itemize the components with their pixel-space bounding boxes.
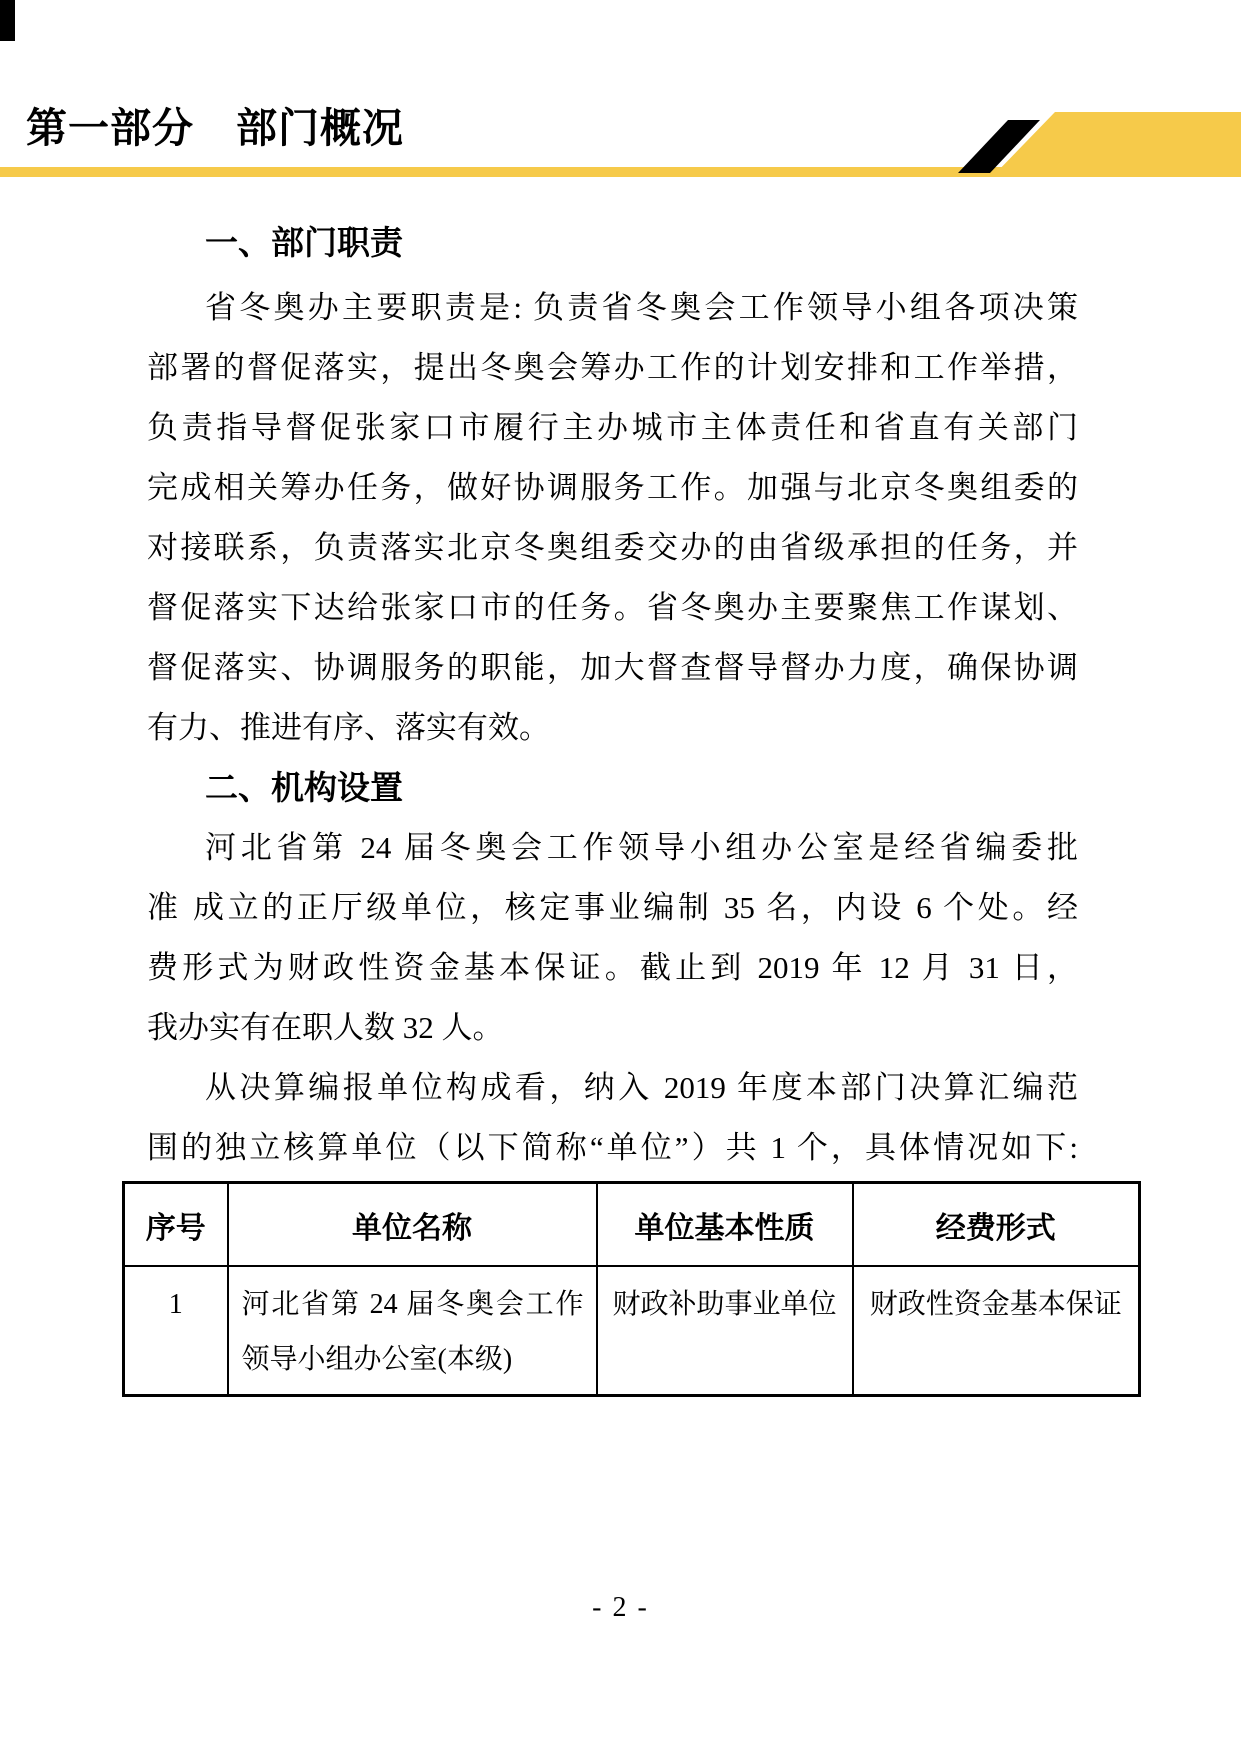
header-decor-graphic <box>940 103 1241 177</box>
units-table <box>122 1181 1141 1397</box>
body-line: 围的独立核算单位（以下简称“单位”）共 1 个，具体情况如下: <box>147 1130 1078 1165</box>
page-title: 第一部分 部门概况 <box>26 105 404 151</box>
table-header-row <box>124 1183 1140 1267</box>
body-line: 负责指导督促张家口市履行主办城市主体责任和省直有关部门 <box>147 410 1078 445</box>
section1-heading: 一、部门职责 <box>205 224 403 261</box>
body-line: 督促落实下达给张家口市的任务。省冬奥办主要聚焦工作谋划、 <box>147 590 1078 625</box>
cell-funding-type: 财政性资金基本保证 <box>853 1266 1140 1396</box>
body-line: 有力、推进有序、落实有效。 <box>147 710 550 745</box>
page-number: - 2 - <box>592 1592 649 1623</box>
body-line: 费形式为财政性资金基本保证。截止到 2019 年 12 月 31 日， <box>147 950 1078 985</box>
body-line: 部署的督促落实，提出冬奥会筹办工作的计划安排和工作举措， <box>147 350 1078 385</box>
body-line: 从决算编报单位构成看，纳入 2019 年度本部门决算汇编范 <box>205 1070 1078 1105</box>
body-content <box>147 213 1078 1178</box>
col-header-nature: 单位基本性质 <box>597 1183 853 1267</box>
body-line: 河北省第 24 届冬奥会工作领导小组办公室是经省编委批 <box>205 830 1078 865</box>
section2-heading: 二、机构设置 <box>205 769 403 806</box>
col-header-name: 单位名称 <box>228 1183 597 1267</box>
body-line: 准 成立的正厅级单位，核定事业编制 35 名，内设 6 个处。经 <box>147 890 1078 925</box>
body-line: 对接联系，负责落实北京冬奥组委交办的由省级承担的任务，并 <box>147 530 1078 565</box>
col-header-funding: 经费形式 <box>853 1183 1140 1267</box>
body-line: 完成相关筹办任务，做好协调服务工作。加强与北京冬奥组委的 <box>147 470 1078 505</box>
body-line: 督促落实、协调服务的职能，加大督查督导督办力度，确保协调 <box>147 650 1078 685</box>
cell-unit-name: 河北省第 24 届冬奥会工作领导小组办公室(本级) <box>228 1266 597 1396</box>
header-black-square <box>0 0 15 41</box>
col-header-index: 序号 <box>124 1183 228 1267</box>
cell-index: 1 <box>124 1266 228 1396</box>
table-row <box>124 1266 1140 1396</box>
body-line: 我办实有在职人数 32 人。 <box>147 1010 504 1045</box>
body-line: 省冬奥办主要职责是: 负责省冬奥会工作领导小组各项决策 <box>205 290 1078 325</box>
cell-unit-nature: 财政补助事业单位 <box>597 1266 853 1396</box>
